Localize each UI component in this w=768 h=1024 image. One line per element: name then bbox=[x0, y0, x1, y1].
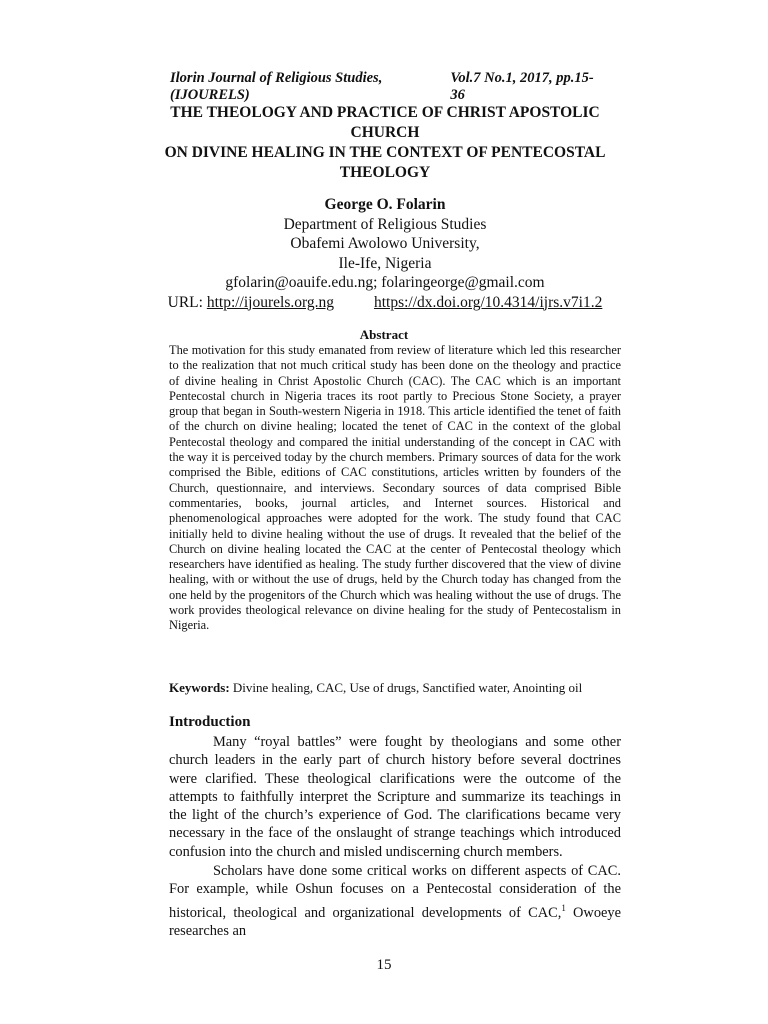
paragraph-text: Owoeye researches an bbox=[169, 904, 621, 939]
introduction-heading: Introduction bbox=[169, 714, 251, 730]
keywords-line bbox=[169, 680, 621, 696]
author-name: George O. Folarin bbox=[324, 196, 446, 213]
author-department: Department of Religious Studies bbox=[283, 215, 487, 233]
journal-url-link[interactable]: http://ijourels.org.ng bbox=[206, 293, 334, 311]
url-line bbox=[130, 293, 640, 313]
abstract-text: The motivation for this study emanated from review of literature which led this researcher to the realization that not much critical study has been done on the theology and practice of divine healing in Christ Apostolic Church (CAC). The CAC which is an important Pentecostal church in Nigeria traces its root partly to Precious Stone Society, a prayer group that began in South-western Nigeria in 1918. This article identified the tenet of faith of the church on divine healing; located the tenet of CAC in the context of the global Pentecostal theology and compared the initial understanding of the concept in CAC with the way it is perceived today by the church members. Primary sources of data for the work comprised the Bible, editions of CAC constitutions, articles written by founders of the Church, questionnaire, and interviews. Secondary sources of data comprised Bible commentaries, books, journal articles, and Internet sources. Historical and phenomenological approaches were adopted for the work. The study found that CAC initially held to divine healing without the use of drugs. It revealed that the belief of the Church on divine healing located the CAC at the center of Pentecostal theology which researchers have identified as healing. The study further discovered that the view of divine healing, with or without the use of drugs, held by the Church today has changed from the one held by the progenitors of the Church which was healing without the use of drugs. The work provides theological relevance on divine healing for the study of Pentecostalism in Nigeria. bbox=[169, 343, 621, 633]
url-label: URL: bbox=[167, 293, 203, 311]
paragraph-text: Scholars have done some critical works on different aspects of CAC. For example, while Oshun focuses on a Pentecostal consideration of the historical, theological and organizational developments of CAC, bbox=[169, 863, 621, 921]
page-number: 15 bbox=[376, 957, 392, 973]
intro-paragraph-2 bbox=[169, 862, 621, 940]
abstract-heading: Abstract bbox=[359, 327, 409, 342]
doi-link[interactable]: https://dx.doi.org/10.4314/ijrs.v7i1.2 bbox=[373, 293, 603, 311]
title-line: THE THEOLOGY AND PRACTICE OF CHRIST APOSTOLIC CHURCH bbox=[170, 104, 600, 141]
intro-paragraph-1 bbox=[169, 733, 621, 861]
article-title bbox=[150, 103, 620, 183]
paragraph-text: Many “royal battles” were fought by theologians and some other church leaders in the early part of church history before several doctrines were clarified. These theological clarifications were the outcome of the attempts to faithfully interpret the Scripture and summarize its teachings in the light of the church’s experience of God. The clarifications became very necessary in the face of the onslaught of strange teachings which introduced confusion into the church and misled undiscerning church members. bbox=[169, 734, 621, 860]
keywords-text: Divine healing, CAC, Use of drugs, Sanctified water, Anointing oil bbox=[229, 680, 583, 695]
author-block bbox=[130, 195, 640, 312]
keywords-label: Keywords: bbox=[169, 680, 230, 695]
volume-info: Vol.7 No.1, 2017, pp.15-36 bbox=[450, 70, 594, 103]
title-line: ON DIVINE HEALING IN THE CONTEXT OF PENTECOSTAL bbox=[164, 144, 606, 161]
author-university: Obafemi Awolowo University, bbox=[290, 235, 480, 252]
running-header bbox=[170, 70, 600, 104]
footnote-marker: 1 bbox=[561, 902, 566, 913]
journal-name: Ilorin Journal of Religious Studies, (IJOURELS) bbox=[170, 70, 383, 103]
author-emails: gfolarin@oauife.edu.ng; folaringeorge@gmail.com bbox=[225, 274, 545, 291]
author-location: Ile-Ife, Nigeria bbox=[338, 254, 432, 272]
title-line: THEOLOGY bbox=[339, 164, 431, 181]
